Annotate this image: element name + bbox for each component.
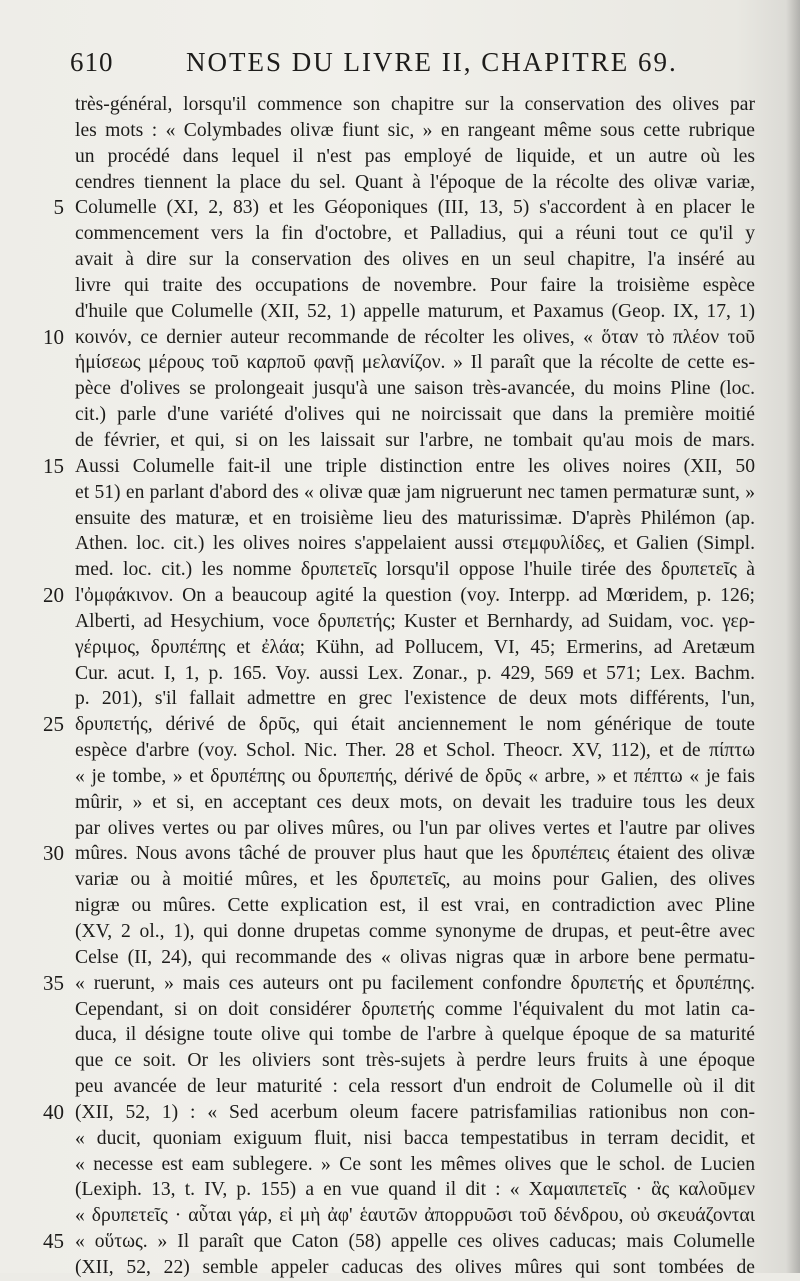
line-text: « ruerunt, » mais ces auteurs ont pu facilement confondre δρυπετής et δρυπέπης.: [75, 972, 755, 994]
line-number: 5: [53, 195, 64, 220]
running-head: NOTES DU LIVRE II, CHAPITRE 69.: [186, 47, 678, 77]
line-number: 35: [43, 970, 64, 995]
line-text: commencement vers la fin d'octobre, et Palladius, qui a réuni tout ce qu'il y: [75, 223, 755, 245]
text-line: [0, 428, 800, 454]
text-line: [0, 997, 800, 1023]
line-number: 20: [43, 583, 64, 608]
line-text: (XII, 52, 1) : « Sed acerbum oleum facere patrisfamilias rationibus non con-: [75, 1101, 755, 1123]
text-line: [0, 170, 800, 196]
line-number: 40: [43, 1099, 64, 1124]
text-line: [0, 402, 800, 428]
line-text: (XII, 52, 22) semble appeler caducas des olives mûres qui sont tombées de: [75, 1256, 755, 1278]
line-text: livre qui traite des occupations de novembre. Pour faire la troisième espèce: [75, 274, 755, 296]
text-line: [0, 376, 800, 402]
text-line: [0, 1229, 800, 1255]
text-line: [0, 1100, 800, 1126]
text-line: [0, 1203, 800, 1229]
text-line: [0, 790, 800, 816]
line-text: δρυπετής, dérivé de δρῦς, qui était anciennement le nom générique de toute: [75, 714, 755, 736]
text-line: [0, 247, 800, 273]
text-line: [0, 531, 800, 557]
text-line: [0, 1022, 800, 1048]
line-text: que ce soit. Or les oliviers sont très-sujets à perdre leurs fruits à une époque: [75, 1050, 755, 1072]
line-text: très-général, lorsqu'il commence son chapitre sur la conservation des olives par: [75, 94, 755, 115]
line-text: espèce d'arbre (voy. Schol. Nic. Ther. 28 et Schol. Theocr. XV, 112), et de πίπτω: [75, 740, 755, 762]
line-text: nigræ ou mûres. Cette explication est, il est vrai, en contradiction avec Pline: [75, 895, 755, 917]
text-line: [0, 144, 800, 170]
text-line: [0, 661, 800, 687]
text-line: [0, 1255, 800, 1281]
line-text: d'huile que Columelle (XII, 52, 1) appelle maturum, et Paxamus (Geop. IX, 17, 1): [75, 300, 755, 322]
line-text: « δρυπετεῖς · αὗται γάρ, εἰ μὴ ἀφ' ἑαυτῶν ἀπορρυῶσι τοῦ δένδρου, οὐ σκευάζονται: [75, 1205, 755, 1227]
text-line: [0, 635, 800, 661]
text-line: [0, 893, 800, 919]
text-line: [0, 712, 800, 738]
line-text: peu avancée de leur maturité : cela ressort d'un endroit de Columelle où il dit: [75, 1076, 755, 1098]
text-line: [0, 273, 800, 299]
text-line: [0, 867, 800, 893]
text-line: [0, 1074, 800, 1100]
line-text: et 51) en parlant d'abord des « olivæ quæ jam nigruerunt nec tamen permaturæ sunt, »: [75, 481, 755, 503]
line-text: Cur. acut. I, 1, p. 165. Voy. aussi Lex. Zonar., p. 429, 569 et 571; Lex. Bachm.: [75, 662, 755, 684]
text-line: [0, 971, 800, 997]
text-line: [0, 816, 800, 842]
line-text: Aussi Columelle fait-il une triple distinction entre les olives noires (XII, 50: [75, 455, 755, 477]
line-text: κοινόν, ce dernier auteur recommande de récolter les olives, « ὅταν τὸ πλέον τοῦ: [75, 326, 755, 348]
line-text: de février, et qui, si on les laissait sur l'arbre, ne tombait qu'au mois de mars.: [75, 429, 755, 451]
line-number: 45: [43, 1229, 64, 1254]
text-line: [0, 609, 800, 635]
line-text: par olives vertes ou par olives mûres, ou l'un par olives vertes et l'autre par olives: [75, 817, 755, 839]
line-text: ἡμίσεως μέρους τοῦ καρποῦ φανῇ μελανίζον. » Il paraît que la récolte de cette es-: [75, 352, 755, 374]
line-text: un procédé dans lequel il n'est pas employé de liquide, et un autre où les: [75, 145, 755, 167]
line-text: « ducit, quoniam exiguum fluit, nisi bacca tempestatibus in terram decidit, et: [75, 1127, 755, 1149]
text-line: [0, 764, 800, 790]
line-text: ensuite des maturæ, et en troisième lieu des maturissimæ. D'après Philémon (ap.: [75, 507, 755, 529]
line-text: « οὕτως. » Il paraît que Caton (58) appelle ces olives caducas; mais Columelle: [75, 1231, 755, 1253]
text-line: [0, 1152, 800, 1178]
line-text: cendres tiennent la place du sel. Quant à l'époque de la récolte des olivæ variæ,: [75, 171, 755, 193]
line-text: Athen. loc. cit.) les olives noires s'appelaient aussi στεμφυλίδες, et Galien (Simpl.: [75, 533, 755, 555]
line-text: p. 201), s'il fallait admettre en grec l'existence de deux mots différents, l'un,: [75, 688, 755, 710]
line-text: Cependant, si on doit considérer δρυπετής comme l'équivalent du mot latin ca-: [75, 998, 755, 1020]
line-text: duca, il désigne toute olive qui tombe de l'arbre à quelque époque de sa maturité: [75, 1024, 755, 1046]
text-line: [0, 583, 800, 609]
line-text: l'ὀμφάκινον. On a beaucoup agité la question (voy. Interpp. ad Mœridem, p. 126;: [75, 585, 755, 607]
text-line: [0, 195, 800, 221]
line-text: Alberti, ad Hesychium, voce δρυπετής; Kuster et Bernhardy, ad Suidam, voc. γερ-: [75, 610, 755, 632]
text-line: [0, 686, 800, 712]
line-number: 25: [43, 712, 64, 737]
page-header: [70, 47, 760, 87]
line-text: γέριμος, δρυπέπης et ἐλάα; Kühn, ad Pollucem, VI, 45; Ermerins, ad Aretæum: [75, 636, 755, 658]
text-line: [0, 92, 800, 118]
text-line: [0, 299, 800, 325]
line-number: 15: [43, 453, 64, 478]
text-line: [0, 945, 800, 971]
text-line: [0, 350, 800, 376]
text-body: [0, 92, 800, 1281]
text-line: [0, 1177, 800, 1203]
line-text: les mots : « Colymbades olivæ fiunt sic, » en rangeant même sous cette rubrique: [75, 119, 755, 141]
text-line: [0, 1048, 800, 1074]
line-text: Columelle (XI, 2, 83) et les Géoponiques (III, 13, 5) s'accordent à en placer le: [75, 197, 755, 219]
text-line: [0, 118, 800, 144]
text-line: [0, 325, 800, 351]
text-line: [0, 841, 800, 867]
text-line: [0, 557, 800, 583]
line-text: « necesse est eam sublegere. » Ce sont les mêmes olives que le schol. de Lucien: [75, 1153, 755, 1175]
line-text: Celse (II, 24), qui recommande des « olivas nigras quæ in arbore bene permatu-: [75, 946, 755, 968]
line-text: pèce d'olives se prolongeait jusqu'à une saison très-avancée, du moins Pline (loc.: [75, 378, 755, 400]
text-line: [0, 454, 800, 480]
line-number: 10: [43, 324, 64, 349]
page-number: 610: [70, 47, 114, 77]
line-number: 30: [43, 841, 64, 866]
text-line: [0, 506, 800, 532]
line-text: (Lexiph. 13, t. IV, p. 155) a en vue quand il dit : « Χαμαιπετεῖς · ἃς καλοῦμεν: [75, 1179, 755, 1201]
line-text: med. loc. cit.) les nomme δρυπετεῖς lorsqu'il oppose l'huile tirée des δρυπετεῖς à: [75, 559, 755, 581]
text-line: [0, 221, 800, 247]
line-text: avait à dire sur la conservation des olives en un seul chapitre, l'a inséré au: [75, 249, 755, 271]
text-line: [0, 480, 800, 506]
line-text: « je tombe, » et δρυπέπης ou δρυπεπής, dérivé de δρῦς « arbre, » et πέπτω « je fais: [75, 765, 755, 787]
text-line: [0, 919, 800, 945]
line-text: (XV, 2 ol., 1), qui donne drupetas comme synonyme de drupas, et peut-être avec: [75, 921, 755, 942]
line-text: variæ ou à moitié mûres, et les δρυπετεῖς, au moins pour Galien, des olives: [75, 869, 755, 891]
line-text: mûrir, » et si, en acceptant ces deux mots, on devait les traduire tous les deux: [75, 791, 755, 813]
line-text: mûres. Nous avons tâché de prouver plus haut que les δρυπέπεις étaient des olivæ: [75, 843, 755, 865]
line-text: cit.) parle d'une variété d'olives qui ne noircissait que dans la première moitié: [75, 404, 755, 426]
text-line: [0, 1126, 800, 1152]
text-line: [0, 738, 800, 764]
